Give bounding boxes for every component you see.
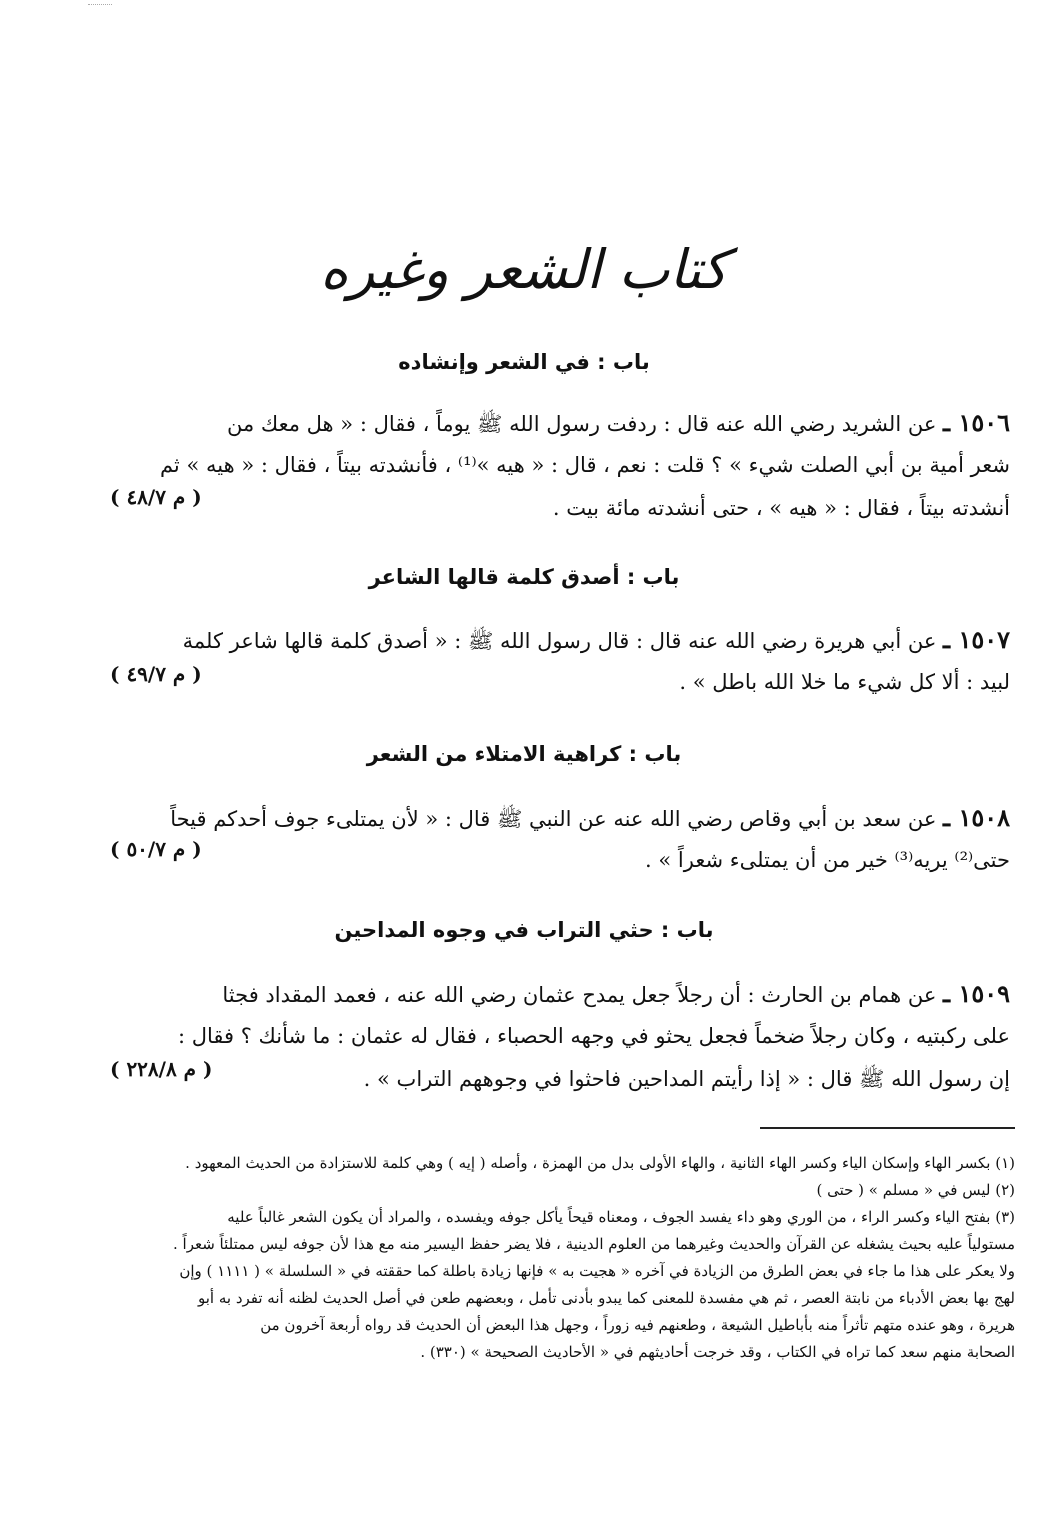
- hadith-text: [100, 401, 1010, 530]
- hadith-line: حتى⁽²⁾ يريه⁽³⁾ خير من أن يمتلىء شعراً » .: [645, 848, 1010, 872]
- footnote-line: (١) بكسر الهاء وإسكان الياء وكسر الهاء الثانية ، والهاء الأولى بدل من الهمزة ، وأصله ( إيه ) وهي كلمة للاستزادة من الحديث المعهود .: [185, 1154, 1015, 1172]
- chapter-heading: باب : حثي التراب في وجوه المداحين: [334, 918, 714, 942]
- hadith-line: شعر أمية بن أبي الصلت شيء » ؟ قلت : نعم ، قال : « هيه »⁽¹⁾ ، فأنشدته بيتاً ، فقال : « هيه » ثم: [159, 453, 1010, 477]
- hadith-line: لبيد : ألا كل شيء ما خلا الله باطل » .: [679, 670, 1010, 694]
- hadith-number: ١٥٠٩ ـ: [943, 979, 1010, 1008]
- hadith-text: [100, 972, 1010, 1101]
- footnote-line: لهج بها بعض الأدباء من نابتة العصر ، ثم هي مفسدة للمعنى كما يبدو بأدنى تأمل ، وبعضهم طعن في أصل الحديث لظنه أنه تفرد به أبو: [197, 1289, 1015, 1307]
- hadith-line-text: عن الشريد رضي الله عنه قال : ردفت رسول الله ﷺ يوماً ، فقال : « هل معك من: [226, 412, 937, 436]
- hadith-line: أنشدته بيتاً ، فقال : « هيه » ، حتى أنشدته مائة بيت .: [552, 496, 1010, 520]
- source-reference: ( م ٤٩/٧ ): [110, 662, 202, 686]
- source-reference: ( م ٤٨/٧ ): [110, 485, 202, 509]
- footnote-divider: [760, 1127, 1015, 1129]
- footnote-line: الصحابة منهم سعد كما تراه في الكتاب ، وقد خرجت أحاديثهم في « الأحاديث الصحيحة » (٣٣٠) .: [420, 1343, 1015, 1361]
- chapter-heading: باب : كراهية الامتلاء من الشعر: [366, 742, 682, 766]
- footnote-line: هريرة ، وهو عنده متهم تأثراً منه بأباطيل الشيعة ، وطعنهم فيه زوراً ، وجهل هذا البعض أن الحديث قد رواه أربعة آخرون من: [260, 1316, 1015, 1334]
- footnote-line: ولا يعكر على هذا ما جاء في بعض الطرق من الزيادة في آخره « هجيت به » فإنها زيادة باطلة كما حققته في « السلسلة » ( ١١١١ ) وإن: [179, 1262, 1015, 1280]
- hadith-line-text: عن أبي هريرة رضي الله عنه قال : قال رسول الله ﷺ : « أصدق كلمة قالها شاعر كلمة: [182, 629, 937, 653]
- hadith-number: ١٥٠٨ ـ: [943, 803, 1010, 832]
- footnote-line: مستولياً عليه بحيث يشغله عن القرآن والحديث وغيرهما من العلوم الدينية ، فلا يضر حفظ اليسير منه مع هذا لأن جوفه ليس ممتلئاً شعراً .: [172, 1235, 1015, 1253]
- chapter-heading: باب : أصدق كلمة قالها الشاعر: [368, 565, 680, 589]
- footnotes: [100, 1150, 1015, 1366]
- hadith-line: [100, 796, 1010, 839]
- hadith-number: ١٥٠٧ ـ: [943, 625, 1010, 654]
- scan-mark: [88, 4, 112, 15]
- hadith-text: [100, 796, 1010, 882]
- source-reference: ( م ٥٠/٧ ): [110, 837, 202, 861]
- hadith-number: ١٥٠٦ ـ: [943, 408, 1010, 437]
- hadith-line: إن رسول الله ﷺ قال : « إذا رأيتم المداحين فاحثوا في وجوههم التراب » .: [363, 1067, 1010, 1091]
- hadith-text: [100, 618, 1010, 704]
- hadith-line: [100, 618, 1010, 661]
- footnote-line: (٢) ليس في « مسلم » ( حتى ): [816, 1181, 1015, 1199]
- chapter-heading: باب : في الشعر وإنشاده: [398, 350, 650, 374]
- source-reference: ( م ٢٢٨/٨ ): [110, 1057, 213, 1081]
- hadith-line: [100, 401, 1010, 444]
- footnote-line: (٣) بفتح الياء وكسر الراء ، من الوري وهو داء يفسد الجوف ، ومعناه قيحاً يأكل جوفه ويفسده ، والمراد أن يكون الشعر غالباً عليه: [227, 1208, 1015, 1226]
- book-title: كتاب الشعر وغيره: [320, 238, 728, 301]
- hadith-line: [100, 972, 1010, 1015]
- hadith-line: على ركبتيه ، وكان رجلاً ضخماً فجعل يحثو في وجهه الحصباء ، فقال له عثمان : ما شأنك ؟ فقال :: [177, 1024, 1010, 1048]
- hadith-line-text: عن همام بن الحارث : أن رجلاً جعل يمدح عثمان رضي الله عنه ، فعمد المقداد فجثا: [222, 983, 937, 1007]
- hadith-line-text: عن سعد بن أبي وقاص رضي الله عنه عن النبي ﷺ قال : « لأن يمتلىء جوف أحدكم قيحاً: [170, 807, 937, 831]
